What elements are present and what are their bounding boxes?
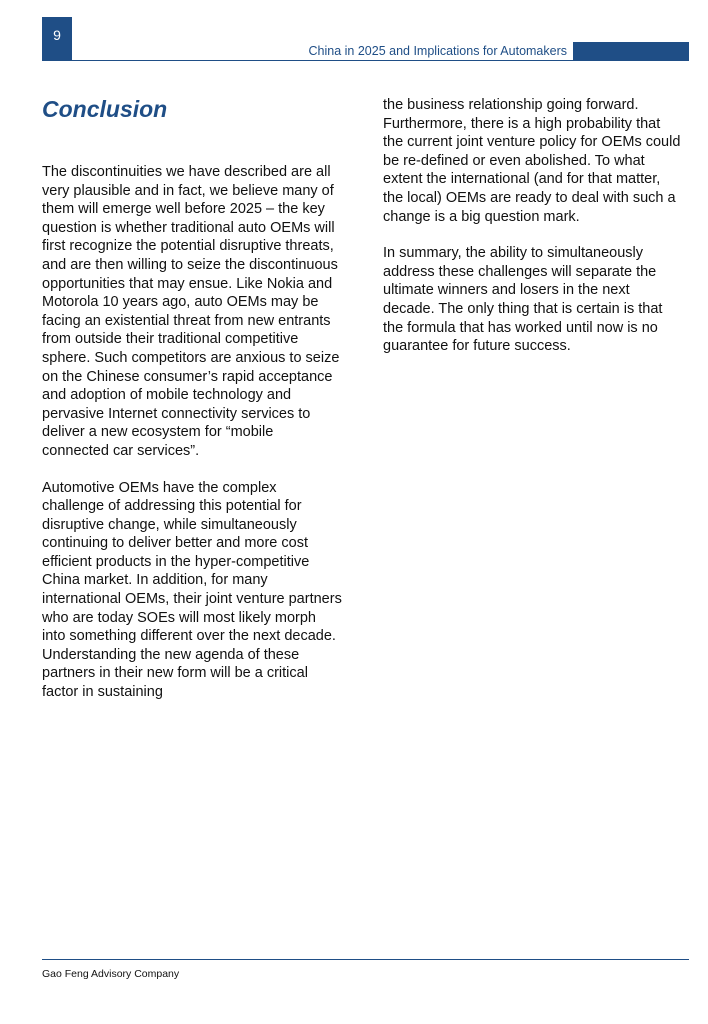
page-number-badge [42, 17, 72, 60]
footer-company: Gao Feng Advisory Company [42, 968, 180, 980]
paragraph: the business relationship going forward. Furthermore, there is a high probability that the current joint venture policy for OEMs could be re-defined or even abolished. To what extent the international (and for that matter, the local) OEMs are ready to deal with such a change is a big question mark. [383, 97, 681, 225]
right-column [383, 96, 683, 374]
running-header-title: China in 2025 and Implications for Automakers [308, 44, 567, 58]
section-heading: Conclusion [42, 96, 168, 122]
header-accent-bar [573, 42, 689, 60]
paragraph: In summary, the ability to simultaneously address these challenges will separate the ultimate winners and losers in the next decade. The only thing that is certain is that the formula that has worked until now is no guarantee for future success. [383, 245, 663, 355]
page-number: 9 [53, 27, 61, 43]
footer-divider [42, 959, 689, 960]
paragraph: Automotive OEMs have the complex challenge of addressing this potential for disruptive change, while simultaneously continuing to deliver better and more cost efficient products in the hyper-competitive China market. In addition, for many international OEMs, their joint venture partners who are today SOEs will most likely morph into something different over the next decade. Understanding the new agenda of these partners in their new form will be a critical factor in sustaining [42, 479, 342, 701]
left-column [42, 163, 342, 720]
paragraph: The discontinuities we have described are all very plausible and in fact, we believe many of them will emerge well before 2025 – the key question is whether traditional auto OEMs will first recognize the potential disruptive threats, and are then willing to seize the discontinuous opportunities that may ensue. Like Nokia and Motorola 10 years ago, auto OEMs may be facing an existential threat from new entrants from outside their traditional competitive sphere. Such competitors are anxious to seize on the Chinese consumer’s rapid acceptance and adoption of mobile technology and pervasive Internet connectivity services to deliver a new ecosystem for “mobile connected car services”. [42, 164, 340, 459]
header-divider [42, 60, 689, 61]
